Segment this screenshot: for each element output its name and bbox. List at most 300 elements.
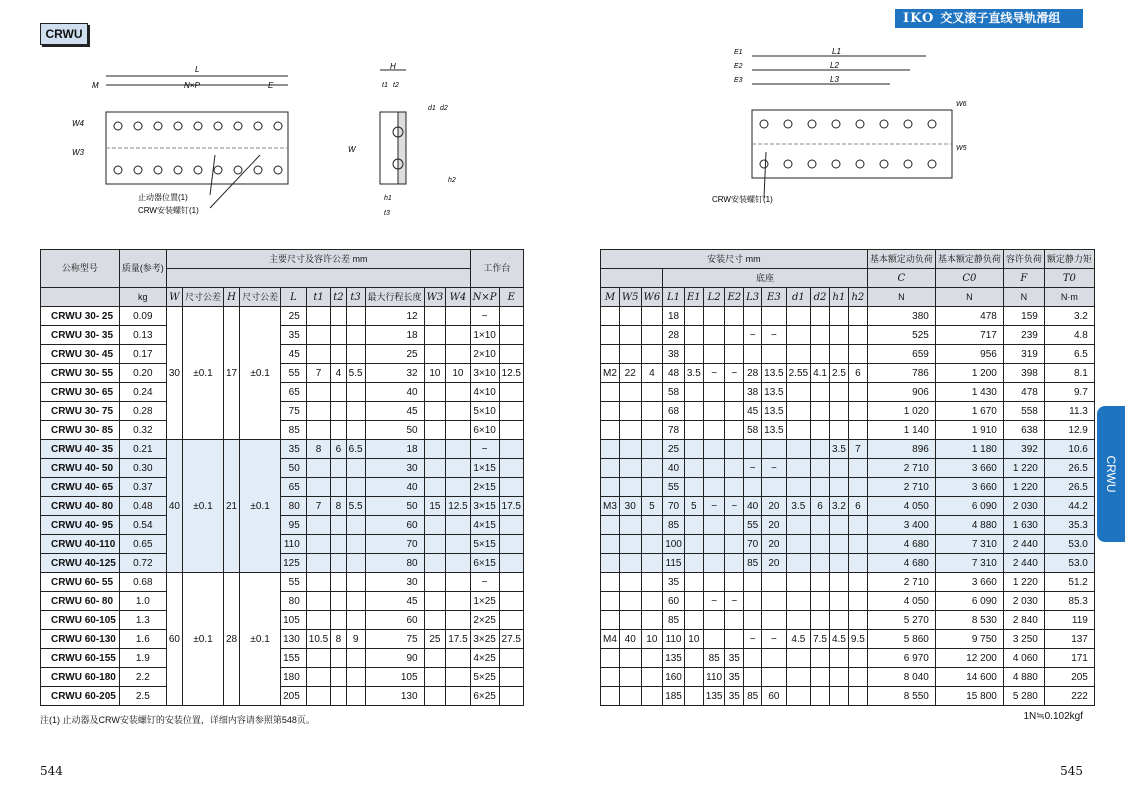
cell: 180 (281, 668, 307, 687)
cell-load: 171 (1044, 649, 1094, 668)
footnote: 注(1) 止动器及CRW安装螺钉的安装位置，详细内容请参照第548页。 (40, 715, 315, 725)
cell-M: M3 (601, 497, 620, 516)
dim-W6: W6 (956, 101, 967, 108)
page-number-right: 545 (1060, 764, 1083, 778)
cell-W4: 10 (446, 364, 470, 383)
cell-load: 8 550 (867, 687, 935, 706)
cell-E (499, 611, 523, 630)
model-code-box: CRWU (40, 23, 88, 45)
cell-W3 (424, 535, 446, 554)
cell: 32 (365, 364, 424, 383)
cell-M (601, 307, 620, 326)
cell-L3 (744, 649, 762, 668)
cell: 130 (365, 687, 424, 706)
cell-E (499, 459, 523, 478)
table-row (41, 687, 524, 706)
cell-t1 (306, 478, 330, 497)
cell: 0.13 (119, 326, 166, 345)
cell-W5 (619, 402, 641, 421)
cell-E (499, 326, 523, 345)
cell-L3: 85 (744, 554, 762, 573)
dim-L3: L3 (830, 75, 839, 84)
cell: 105 (365, 668, 424, 687)
cell-M (601, 573, 620, 592)
cell-t1 (306, 687, 330, 706)
col-tolW: 尺寸公差 (182, 288, 223, 307)
cell-E2 (725, 573, 744, 592)
col-L: L (281, 288, 307, 307)
table-row (41, 364, 524, 383)
cell: 80 (281, 497, 307, 516)
cell-h1: 3.2 (830, 497, 849, 516)
cell-W4 (446, 440, 470, 459)
col-T0: T0 (1044, 269, 1094, 288)
cell-W3: 15 (424, 497, 446, 516)
cell-h2 (848, 307, 867, 326)
cell-E (499, 649, 523, 668)
cell-W5 (619, 516, 641, 535)
cell: CRWU 30- 55 (41, 364, 120, 383)
cell-L2 (703, 573, 725, 592)
cell-load: 392 (1003, 440, 1044, 459)
h-name: 公称型号 (41, 250, 120, 288)
cell-L2 (703, 345, 725, 364)
cell-W5 (619, 478, 641, 497)
cell-d2 (811, 383, 830, 402)
cell-d1 (786, 535, 810, 554)
table-row (41, 326, 524, 345)
cell-d1: 4.5 (786, 630, 810, 649)
cell-d2 (811, 478, 830, 497)
table-row (41, 440, 524, 459)
cell-E2 (725, 611, 744, 630)
col-h1: h1 (830, 288, 849, 307)
cell-t2 (331, 459, 346, 478)
table-row (601, 459, 1095, 478)
cell-W6: 5 (641, 497, 663, 516)
hole-icon (194, 166, 202, 174)
cell: 0.21 (119, 440, 166, 459)
table-row (41, 383, 524, 402)
col-E: E (499, 288, 523, 307)
cell-W6 (641, 345, 663, 364)
cell: 1×10 (470, 326, 499, 345)
cell-h2 (848, 345, 867, 364)
cell-W6 (641, 440, 663, 459)
table-row (601, 592, 1095, 611)
cell-E2 (725, 326, 744, 345)
cell-t1 (306, 459, 330, 478)
cell-W5 (619, 611, 641, 630)
table-row (601, 345, 1095, 364)
cell-E1 (684, 592, 703, 611)
cell-W5: 40 (619, 630, 641, 649)
cell-E1 (684, 573, 703, 592)
cell-t1 (306, 345, 330, 364)
cell: 1.6 (119, 630, 166, 649)
hole-icon (214, 122, 222, 130)
cell-d2 (811, 307, 830, 326)
cell-E3: 13.5 (762, 421, 786, 440)
cell: 50 (365, 497, 424, 516)
hole-icon (808, 160, 816, 168)
cell-load: 380 (867, 307, 935, 326)
h-main: 主要尺寸及容许公差 mm (166, 250, 470, 269)
cell-L3: 55 (744, 516, 762, 535)
cell: 28 (223, 573, 239, 706)
cell-E1: 3.5 (684, 364, 703, 383)
cell-W4 (446, 326, 470, 345)
cell-load: 2 030 (1003, 592, 1044, 611)
cell-M (601, 687, 620, 706)
cell-load: 6 090 (935, 592, 1003, 611)
hole-icon (114, 166, 122, 174)
cell-W6: 4 (641, 364, 663, 383)
spec-table-right (600, 249, 1095, 706)
cell: CRWU 30- 35 (41, 326, 120, 345)
cell-h1 (830, 478, 849, 497)
cell-d2 (811, 326, 830, 345)
cell-M (601, 402, 620, 421)
dim-t3: t3 (384, 210, 390, 217)
cell-E1 (684, 459, 703, 478)
cell-load: 26.5 (1044, 459, 1094, 478)
hole-icon (832, 160, 840, 168)
cell-d1 (786, 345, 810, 364)
col-d1: d1 (786, 288, 810, 307)
cell-E1: 5 (684, 497, 703, 516)
col-t2: t2 (331, 288, 346, 307)
cell-W6 (641, 383, 663, 402)
dim-h1: h1 (384, 195, 392, 202)
cell-t1: 8 (306, 440, 330, 459)
cell: 6×25 (470, 687, 499, 706)
col-E2: E2 (725, 288, 744, 307)
cell: CRWU 40- 50 (41, 459, 120, 478)
cell-load: 1 220 (1003, 573, 1044, 592)
cell-d1 (786, 592, 810, 611)
cell-d1 (786, 459, 810, 478)
cell-M (601, 345, 620, 364)
cell-L1: 58 (663, 383, 685, 402)
table-row (601, 402, 1095, 421)
cell-W3 (424, 611, 446, 630)
cell-W5 (619, 326, 641, 345)
cell-t1 (306, 307, 330, 326)
cell-L1: 28 (663, 326, 685, 345)
table-row (601, 611, 1095, 630)
cell-load: 239 (1003, 326, 1044, 345)
cell-load: 4 880 (935, 516, 1003, 535)
cell-h2 (848, 573, 867, 592)
cell-h2 (848, 459, 867, 478)
cell: CRWU 60-205 (41, 687, 120, 706)
brand-title: 交叉滚子直线导轨滑组 (940, 11, 1061, 25)
cell: 105 (281, 611, 307, 630)
cell-d2 (811, 611, 830, 630)
cell-W3 (424, 307, 446, 326)
cell-E1 (684, 307, 703, 326)
cell: 18 (365, 440, 424, 459)
cell-W4 (446, 687, 470, 706)
cell: 1.0 (119, 592, 166, 611)
cell-load: 4 050 (867, 497, 935, 516)
cell-E3 (762, 611, 786, 630)
cell-t2 (331, 649, 346, 668)
cell-W6 (641, 573, 663, 592)
h-T0: 额定静力矩 (1044, 250, 1094, 269)
cell: CRWU 60-180 (41, 668, 120, 687)
cell-L1: 100 (663, 535, 685, 554)
cell-t3 (346, 421, 365, 440)
cell-h1 (830, 459, 849, 478)
cell-t3 (346, 649, 365, 668)
dim-L2: L2 (830, 61, 839, 70)
cell: 17 (223, 307, 239, 440)
cell-h2 (848, 516, 867, 535)
cell-t3 (346, 459, 365, 478)
cell: 2.2 (119, 668, 166, 687)
cell-d2 (811, 535, 830, 554)
cell-E (499, 383, 523, 402)
hole-icon (904, 120, 912, 128)
table-row (601, 630, 1095, 649)
hole-icon (234, 122, 242, 130)
cell-t2 (331, 554, 346, 573)
cell-load: 478 (1003, 383, 1044, 402)
cell-load: 1 430 (935, 383, 1003, 402)
cell-W6 (641, 649, 663, 668)
dim-t2: t2 (393, 82, 399, 89)
cell: CRWU 60-105 (41, 611, 120, 630)
cell-L2 (703, 516, 725, 535)
unit-F: N (1003, 288, 1044, 307)
cell-E2 (725, 440, 744, 459)
cell-M (601, 440, 620, 459)
cell: 205 (281, 687, 307, 706)
hole-icon (194, 122, 202, 130)
cell-E3 (762, 345, 786, 364)
cell-W6 (641, 516, 663, 535)
cell-t3 (346, 478, 365, 497)
cell-h1: 4.5 (830, 630, 849, 649)
cell-t3 (346, 516, 365, 535)
cell-W3: 25 (424, 630, 446, 649)
cell-W3: 10 (424, 364, 446, 383)
cell-M (601, 668, 620, 687)
cell-W4 (446, 421, 470, 440)
cell-load: 3 660 (935, 459, 1003, 478)
hole-icon (254, 166, 262, 174)
cell-L3: 38 (744, 383, 762, 402)
cell-M (601, 592, 620, 611)
col-E1: E1 (684, 288, 703, 307)
cell-E1 (684, 383, 703, 402)
cell-L3: 70 (744, 535, 762, 554)
table-row (41, 345, 524, 364)
dim-t1: t1 (382, 82, 388, 89)
hole-icon (832, 120, 840, 128)
cell: 0.24 (119, 383, 166, 402)
cell: 4×25 (470, 649, 499, 668)
cell-load: 956 (935, 345, 1003, 364)
cell-L1: 185 (663, 687, 685, 706)
table-row (601, 307, 1095, 326)
cell-load: 6 090 (935, 497, 1003, 516)
cell-t2 (331, 687, 346, 706)
cell: CRWU 30- 45 (41, 345, 120, 364)
table-row (41, 497, 524, 516)
base-screw-note: CRW安装螺钉(1) (712, 195, 773, 204)
cell-E: 27.5 (499, 630, 523, 649)
cell-load: 1 220 (1003, 459, 1044, 478)
h-mass-unit: kg (119, 288, 166, 307)
cell-load: 3 250 (1003, 630, 1044, 649)
cell: 60 (365, 516, 424, 535)
cell-L3: − (744, 630, 762, 649)
cell-L1: 160 (663, 668, 685, 687)
cell-load: 1 020 (867, 402, 935, 421)
hole-icon (134, 166, 142, 174)
table-row (41, 649, 524, 668)
h-C: 基本额定动负荷 (867, 250, 935, 269)
cell-d1 (786, 402, 810, 421)
cell: 130 (281, 630, 307, 649)
cell-E3: 20 (762, 497, 786, 516)
cell-W4 (446, 459, 470, 478)
table-row (41, 402, 524, 421)
cell-M (601, 535, 620, 554)
cell: ±0.1 (182, 573, 223, 706)
cell-W3 (424, 554, 446, 573)
h-F: 容许负荷 (1003, 250, 1044, 269)
cell-E2 (725, 630, 744, 649)
cell-E2 (725, 459, 744, 478)
hole-icon (880, 160, 888, 168)
cell-L3: 28 (744, 364, 762, 383)
cell-load: 8 040 (867, 668, 935, 687)
cell-d2 (811, 459, 830, 478)
cell-W6 (641, 478, 663, 497)
cell-E2: − (725, 592, 744, 611)
side-index-tab[interactable] (1097, 406, 1125, 542)
cell-t3: 9 (346, 630, 365, 649)
cell: 0.32 (119, 421, 166, 440)
cell-E1 (684, 402, 703, 421)
cell-h2 (848, 402, 867, 421)
cell-h1 (830, 535, 849, 554)
drawing-top-view (60, 60, 300, 220)
cell-M (601, 326, 620, 345)
cell-h1 (830, 573, 849, 592)
hole-icon (904, 160, 912, 168)
cell-h2 (848, 554, 867, 573)
drawing-base-view (712, 40, 980, 210)
hole-icon (784, 120, 792, 128)
cell: 2×15 (470, 478, 499, 497)
cell-d2 (811, 554, 830, 573)
cell-W5 (619, 459, 641, 478)
cell-W5 (619, 573, 641, 592)
col-F: F (1003, 269, 1044, 288)
cell-d1 (786, 611, 810, 630)
cell-W4 (446, 611, 470, 630)
cell: CRWU 30- 65 (41, 383, 120, 402)
cell: CRWU 40- 95 (41, 516, 120, 535)
cell-h1 (830, 649, 849, 668)
cell-d2 (811, 402, 830, 421)
table-row (601, 383, 1095, 402)
hole-icon (274, 122, 282, 130)
col-NxP: N×P (470, 288, 499, 307)
cell-E3: − (762, 326, 786, 345)
cell-d2 (811, 516, 830, 535)
hole-icon (928, 160, 936, 168)
cell-E3: 20 (762, 535, 786, 554)
cell-W4: 12.5 (446, 497, 470, 516)
cell: CRWU 60- 55 (41, 573, 120, 592)
cell-load: 3 660 (935, 478, 1003, 497)
cell-W6 (641, 592, 663, 611)
cell: 25 (365, 345, 424, 364)
cell-E3: 13.5 (762, 383, 786, 402)
cell-load: 398 (1003, 364, 1044, 383)
cell-M (601, 383, 620, 402)
cell-E1 (684, 611, 703, 630)
cell-M (601, 516, 620, 535)
cell-M (601, 611, 620, 630)
col-t3: t3 (346, 288, 365, 307)
cell-W5 (619, 649, 641, 668)
cell-L1: 55 (663, 478, 685, 497)
cell-L3 (744, 478, 762, 497)
cell-E (499, 345, 523, 364)
cell: CRWU 40- 80 (41, 497, 120, 516)
cell-load: 2 840 (1003, 611, 1044, 630)
cell: 0.17 (119, 345, 166, 364)
cell-L1: 110 (663, 630, 685, 649)
cell-L2 (703, 383, 725, 402)
cell-L1: 85 (663, 516, 685, 535)
cell-d1 (786, 668, 810, 687)
cell-M: M2 (601, 364, 620, 383)
cell-L2 (703, 554, 725, 573)
table-row (41, 459, 524, 478)
cell-E3: 13.5 (762, 364, 786, 383)
table-row (601, 668, 1095, 687)
dim-W4: W4 (72, 119, 84, 128)
cell-E3 (762, 668, 786, 687)
cell-load: 222 (1044, 687, 1094, 706)
cell-h1 (830, 611, 849, 630)
cell: CRWU 30- 85 (41, 421, 120, 440)
cell: CRWU 60-130 (41, 630, 120, 649)
cell: 0.20 (119, 364, 166, 383)
cell-d1 (786, 421, 810, 440)
cell-W4 (446, 345, 470, 364)
cell-W4 (446, 478, 470, 497)
cell-W5 (619, 307, 641, 326)
cell-h2 (848, 687, 867, 706)
table-row (601, 649, 1095, 668)
cell-E (499, 668, 523, 687)
cell: 80 (281, 592, 307, 611)
cell: 5×15 (470, 535, 499, 554)
hole-icon (254, 122, 262, 130)
cell-t3 (346, 592, 365, 611)
cell-M (601, 649, 620, 668)
cell-t2 (331, 307, 346, 326)
